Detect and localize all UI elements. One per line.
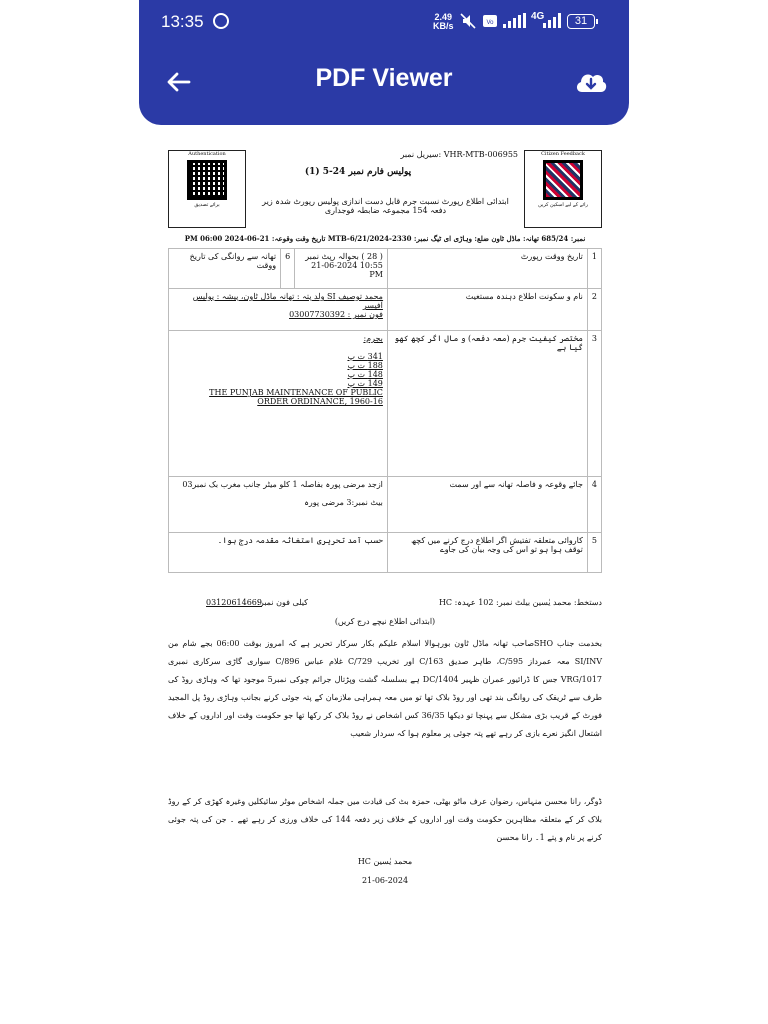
signature-line: دستخط: محمد یٰسین بیلٹ نمبر: 102 عہدہ: HC (438, 598, 602, 607)
note-line: (ابتدائی اطلاع نیچے درج کریں) (334, 617, 436, 626)
table-row: 3 مختصر کیفیت جرم (معہ دفعہ) و مال اگر کچھ کھو گیا ہے بجرم: 341 ت پ 188 ت پ 148 ت پ 149 ت پ THE PUNJAB MAINTENANCE OF PUBLIC ORDER ORDINANCE, 1960-16 (169, 331, 602, 477)
network-type: 4G (531, 11, 545, 22)
app-bar (139, 0, 629, 125)
feedback-qr-code (543, 160, 583, 200)
closing-date: 21-06-2024 (361, 876, 409, 885)
report-paragraph-1: بخدمت جناب SHOصاحب تھانہ ماڈل ٹاون بورہوالا اسلام علیکم بکار سرکار تحریر ہے کہ امروز بوقت 06:00 بجے شام من SI/INV معہ عمرداز 595/C، طاہر صدیق 163/C اور تخریب 729/C غلام عباس 896/C سواری گاڑی سرکاری نمبری VRG/1017 جس کا ڈرائیور عمران ظہیر 1404/DC ہے بسلسلہ گشت وپڑتال جرائم چوکی نمبر5 موجود تھا کہ وہاڑی روڈ کی طرف سے ٹریفک کی روانگی بند تھی اور روڈ بلاک تھا تو میں معہ ہمراہی ملازمان کے پتہ جوئی کرنے بجانب وہاڑی روڈ پل المجید فورٹ کے قریب بڑی مشکل سے پہنچا تو دیکھا 36/35 کس اشخاص نے روڈ بلاک کر رکھا تھا جو حکومت وقت اور اداروں کے خلاف اشتعال انگیز نعرے بازی کر رہے تھے پتہ جوئی پر معلوم ہوا کہ سردار شعیب (168, 639, 603, 738)
fir-table (168, 248, 602, 573)
phone-label: کیلی فون نمبر: (257, 598, 308, 607)
table-row: 2 نام و سکونت اطلاع دہندہ مستغیث محمد توصیف SI ولد پتہ : تھانہ ماڈل ٹاون، پیشہ : پولیس آفیسر فون نمبر : 03007730392 (169, 289, 602, 331)
table-row: 5 کاروائی متعلقہ تفتیش اگر اطلاع درج کرنے میں کچھ توقف ہوا ہو تو اس کی وجہ بیان کی جاوے حسب آمد تحریری استغاثہ مقدمہ درج ہوا۔ (169, 533, 602, 573)
battery-icon: 31 (567, 14, 595, 29)
pdf-page[interactable] (168, 145, 602, 905)
signal-1-icon (503, 13, 526, 28)
cloud-download-icon[interactable] (573, 66, 609, 98)
network-speed: 2.49 KB/s (433, 12, 454, 31)
page-title: PDF Viewer (315, 64, 453, 92)
svg-text:Vo: Vo (486, 20, 494, 26)
status-bar (139, 0, 629, 44)
volte-icon (482, 13, 498, 29)
form-title: پولیس فارم نمبر 24-5 (1) (304, 167, 412, 177)
form-subtitle: ابتدائی اطلاع رپورٹ نسبت جرم قابل دست اندازی پولیس رپورٹ شدہ زیر دفعہ 154 مجموعہ ضابطہ فوجداری (262, 197, 509, 215)
status-time: 13:35 (161, 12, 204, 31)
mute-icon (460, 13, 476, 29)
closing-name: محمد یٰسین HC (357, 857, 413, 866)
signal-2-icon (543, 13, 561, 28)
whatsapp-icon (213, 13, 229, 29)
fir-header-line: نمبر: 685/24 تھانہ: ماڈل ٹاون ضلع: وہاڑی ای ٹیگ نمبر: 2330-MTB-6/21/2024 تاریخ وقت وقوعہ: PM 06:00 2024-06-21 (184, 234, 586, 243)
table-row: 1 تاریخ ووقت رپورٹ ( 28 ) بحوالہ رپٹ نمبر 21-06-2024 10:55 PM 6 تھانہ سے روانگی کی تاریخ ووقت (169, 249, 602, 289)
table-row: 4 جائے وقوعہ و فاصلہ تھانہ سے اور سمت ازجد مرضی پورہ بفاصلہ 1 کلو میٹر جانب مغرب بک نمبر03 بیٹ نمبر:3 مرضی پورہ (169, 477, 602, 533)
auth-qr-code (187, 160, 227, 200)
report-paragraph-2: ڈوگر، رانا محسن منہاس، رضوان عرف ماٹو بھٹی، حمزہ بٹ کی قیادت میں جملہ اشخاص موٹر سائیکلیں وغیرہ کھڑی کر کے روڈ بلاک کر کے متعلقہ مظاہرین حکومت وقت اور اداروں کے خلاف زیر دفعہ 144 کی خلاف ورزی کر رہے تھے ۔ جن کی پتہ جوئی کرنے پر نام و پتے 1۔ رانا محسن (168, 797, 602, 842)
serial-number: VHR-MTB-006955 :سیریل نمبر (400, 150, 518, 159)
auth-qr-box: Authentication برائے تصدیق (168, 150, 246, 228)
phone-number: 03120614669 (206, 598, 262, 607)
feedback-qr-box: Citizen Feedback رائے کے لیے اسکین کریں (524, 150, 602, 228)
